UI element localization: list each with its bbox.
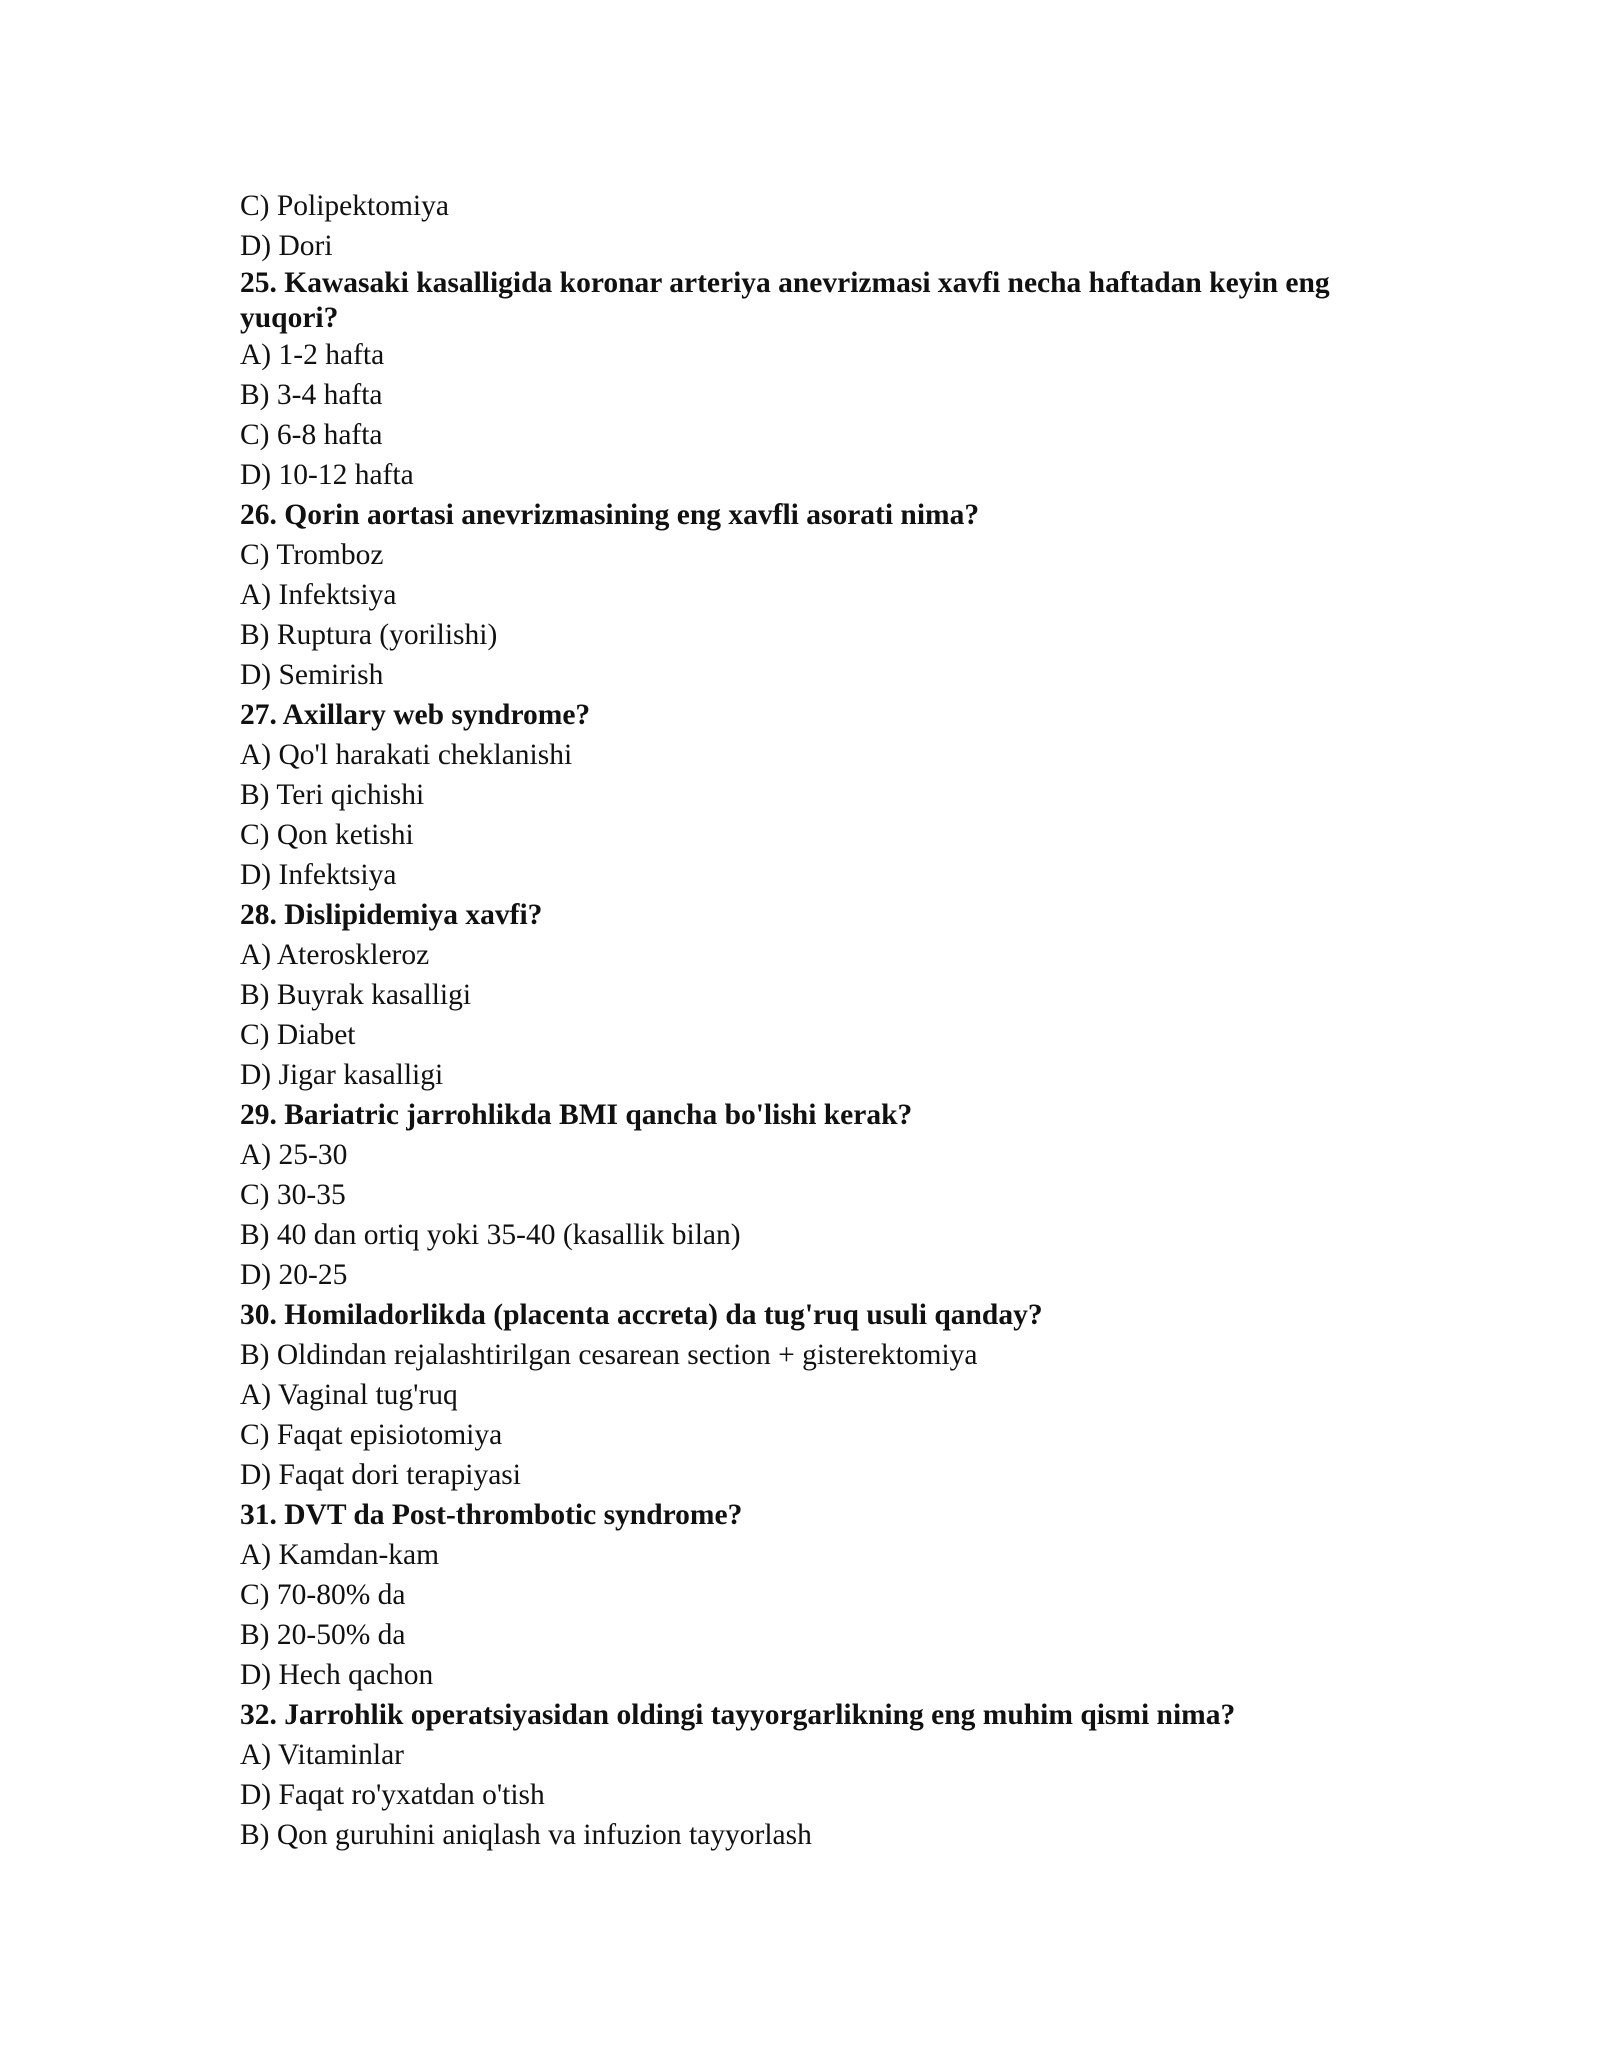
option-line: B) 3-4 hafta bbox=[240, 379, 383, 411]
option-line: A) Ateroskleroz bbox=[240, 939, 430, 971]
option-line: A) 25-30 bbox=[240, 1139, 348, 1171]
option-line: D) Faqat ro'yxatdan o'tish bbox=[240, 1779, 545, 1811]
question-title: 27. Axillary web syndrome? bbox=[240, 699, 591, 731]
option-line: C) 70-80% da bbox=[240, 1579, 406, 1611]
question-title: 29. Bariatric jarrohlikda BMI qancha bo'lishi kerak? bbox=[240, 1099, 913, 1131]
question-title: 31. DVT da Post-thrombotic syndrome? bbox=[240, 1499, 743, 1531]
question-block bbox=[240, 895, 1420, 1095]
option-line: C) 6-8 hafta bbox=[240, 419, 383, 451]
question-block bbox=[240, 1495, 1420, 1695]
option-line: A) Qo'l harakati cheklanishi bbox=[240, 739, 573, 771]
option-line: A) 1-2 hafta bbox=[240, 339, 385, 371]
question-block bbox=[240, 1095, 1420, 1295]
question-title: 26. Qorin aortasi anevrizmasining eng xavfli asorati nima? bbox=[240, 499, 980, 531]
option-line: D) Semirish bbox=[240, 659, 384, 691]
question-title: 32. Jarrohlik operatsiyasidan oldingi tayyorgarlikning eng muhim qismi nima? bbox=[240, 1699, 1236, 1731]
option-line: B) Oldindan rejalashtirilgan cesarean section + gisterektomiya bbox=[240, 1339, 978, 1371]
question-block bbox=[240, 266, 1420, 495]
option-line: B) 20-50% da bbox=[240, 1619, 406, 1651]
option-line: C) 30-35 bbox=[240, 1179, 346, 1211]
option-line: A) Vaginal tug'ruq bbox=[240, 1379, 458, 1411]
option-line: C) Polipektomiya bbox=[240, 190, 449, 222]
option-line: A) Kamdan-kam bbox=[240, 1539, 440, 1571]
question-title-line: 25. Kawasaki kasalligida koronar arteriya anevrizmasi xavfi necha haftadan keyin eng bbox=[240, 267, 1330, 299]
option-line: D) Hech qachon bbox=[240, 1659, 434, 1691]
option-line: C) Tromboz bbox=[240, 539, 384, 571]
option-line: D) 20-25 bbox=[240, 1259, 348, 1291]
option-line: A) Vitaminlar bbox=[240, 1739, 404, 1771]
option-line: B) Ruptura (yorilishi) bbox=[240, 619, 498, 651]
question-title-line: yuqori? bbox=[240, 301, 339, 334]
question-block bbox=[240, 695, 1420, 895]
option-line: D) Jigar kasalligi bbox=[240, 1059, 444, 1091]
question-block bbox=[240, 1295, 1420, 1495]
option-line: C) Faqat episiotomiya bbox=[240, 1419, 503, 1451]
question-block bbox=[240, 1695, 1420, 1855]
option-line: B) Teri qichishi bbox=[240, 779, 425, 811]
option-line: A) Infektsiya bbox=[240, 579, 397, 611]
question-block bbox=[240, 495, 1420, 695]
option-line: C) Qon ketishi bbox=[240, 819, 414, 851]
option-line: D) 10-12 hafta bbox=[240, 459, 414, 491]
question-title: 28. Dislipidemiya xavfi? bbox=[240, 899, 543, 931]
option-line: C) Diabet bbox=[240, 1019, 356, 1051]
question-list bbox=[240, 186, 1420, 1855]
question-title bbox=[240, 266, 1420, 335]
question-title: 30. Homiladorlikda (placenta accreta) da tug'ruq usuli qanday? bbox=[240, 1299, 1043, 1331]
option-line: D) Faqat dori terapiyasi bbox=[240, 1459, 521, 1491]
option-line: B) 40 dan ortiq yoki 35-40 (kasallik bilan) bbox=[240, 1219, 741, 1251]
option-line: B) Qon guruhini aniqlash va infuzion tayyorlash bbox=[240, 1819, 812, 1851]
option-line: D) Dori bbox=[240, 230, 333, 262]
option-line: D) Infektsiya bbox=[240, 859, 397, 891]
option-line: B) Buyrak kasalligi bbox=[240, 979, 472, 1011]
